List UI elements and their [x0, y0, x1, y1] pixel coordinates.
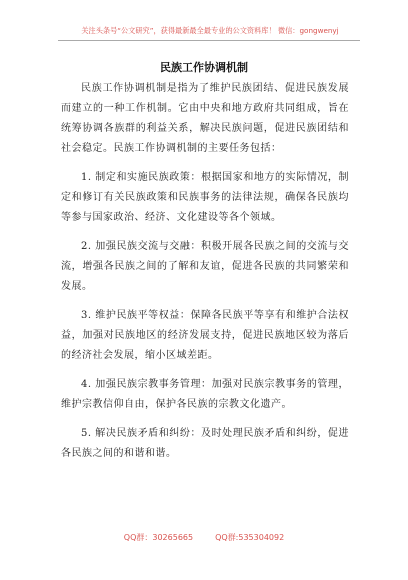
footer-qq-group-2: QQ群:535304092	[215, 533, 285, 542]
footer-qq-group-1: QQ群：30265665	[123, 533, 194, 542]
footer-qq-note	[0, 532, 408, 543]
header-promo-note: 关注头条号“公文研究”，获得最新最全最专业的公文资料库！ 微信：gongwenyj	[81, 26, 339, 35]
intro-paragraph: 民族工作协调机制是指为了维护民族团结、促进民族发展而建立的一种工作机制。它由中央和地方政府共同组成，旨在统筹协调各族群的利益关系，解决民族问题，促进民族团结和社会稳定。民族工作协调机制的主要任务包括：	[61, 83, 349, 154]
task-paragraph-2: 2. 加强民族交流与交融：积极开展各民族之间的交流与交流，增强各民族之间的了解和友谊，促进各民族的共同繁荣和发展。	[61, 241, 349, 292]
task-paragraph-1: 1. 制定和实施民族政策：根据国家和地方的实际情况，制定和修订有关民族政策和民族事务的法律法规，确保各民族均等参与国家政治、经济、文化建设等各个领域。	[61, 172, 349, 223]
task-paragraph-4: 4. 加强民族宗教事务管理：加强对民族宗教事务的管理，维护宗教信仰自由，保护各民族的宗教文化遗产。	[61, 379, 349, 410]
document-body	[61, 79, 349, 464]
header-divider	[58, 40, 360, 41]
task-paragraph-3: 3. 维护民族平等权益：保障各民族平等享有和维护合法权益，加强对民族地区的经济发展支持，促进民族地区较为落后的经济社会发展，缩小区域差距。	[61, 310, 349, 361]
task-paragraph-5: 5. 解决民族矛盾和纠纷：及时处理民族矛盾和纠纷，促进各民族之间的和谐和谐。	[61, 428, 349, 459]
document-title: 民族工作协调机制	[160, 61, 248, 74]
